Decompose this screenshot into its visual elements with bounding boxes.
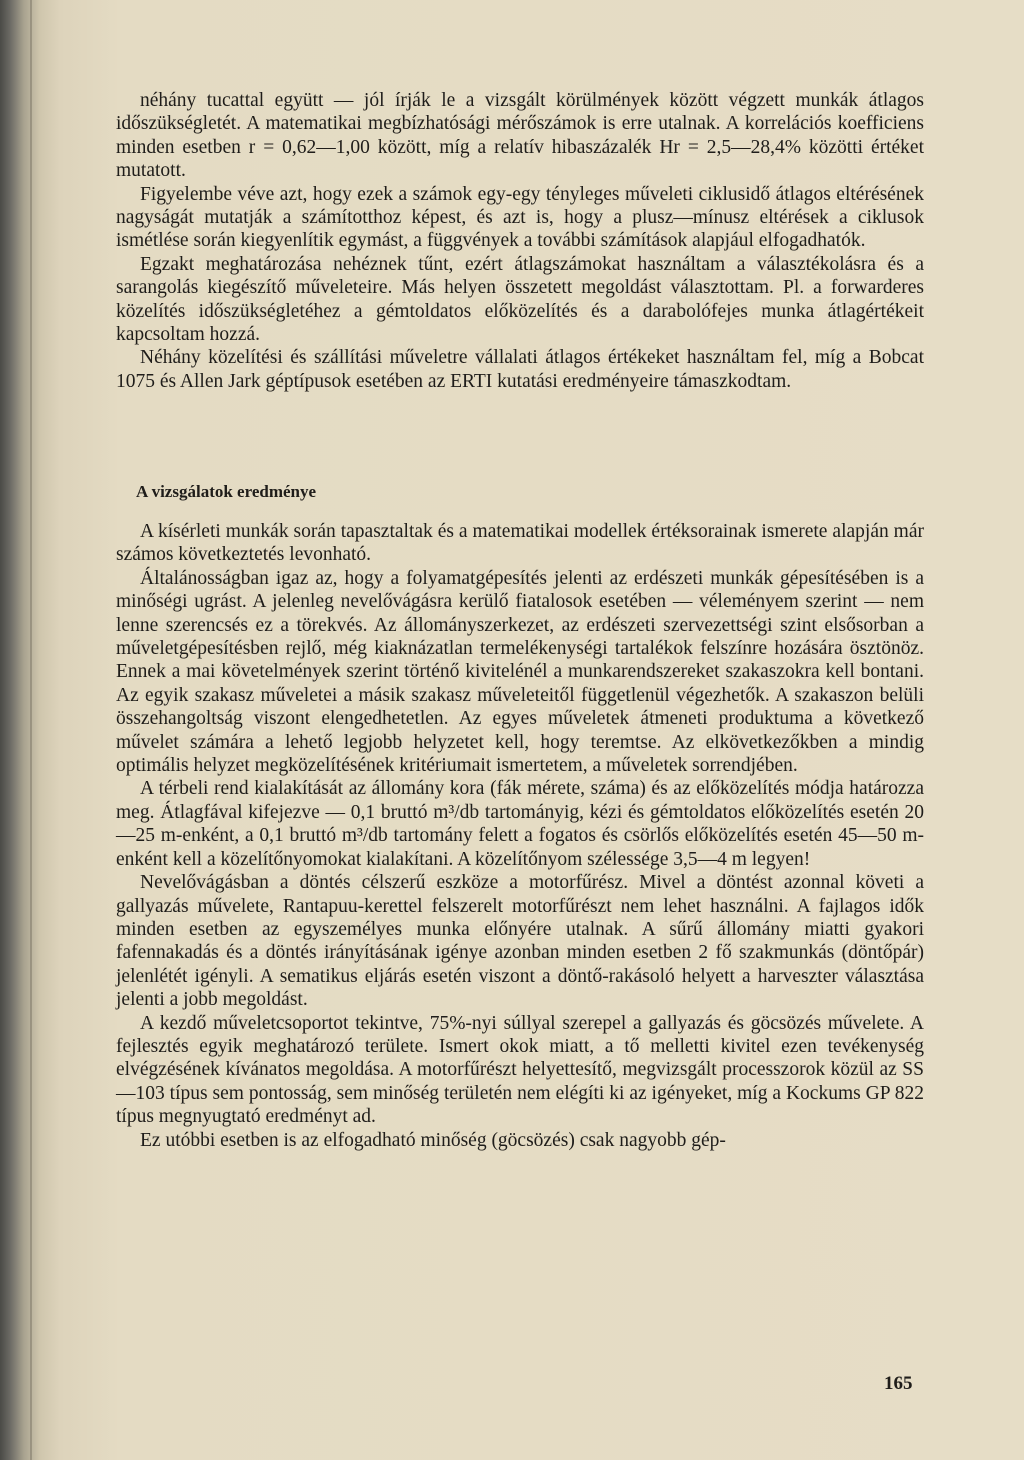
results-text-block [116, 520, 924, 1152]
paragraph: Egzakt meghatározása nehéznek tűnt, ezért átlagszámokat használtam a választékolásra és a sarangolás kiegészítő műveleteire. Más helyen összetett megoldást választottam. Pl. a forwarderes közelítés időszükségletéhez a gémtoldatos előközelítés és a darabolófejes munka átlagértékeit kapcsoltam hozzá. [116, 253, 924, 346]
intro-text-block [116, 89, 924, 393]
paragraph: Nevelővágásban a döntés célszerű eszköze a motorfűrész. Mivel a döntést azonnal követi a gallyazás művelete, Rantapuu-kerettel felszerelt motorfűrészt nem lehet használni. A fajlagos idők minden esetben az egyszemélyes munka előnyére utalnak. A sűrű állomány miatti gyakori fafennakadás és a döntés irányításának igénye azonban minden esetben 2 fő szakmunkás (döntőpár) jelenlétét igényli. A sematikus eljárás esetén viszont a döntő-rakásoló helyett a harveszter választása jelenti a jobb megoldást. [116, 872, 924, 1011]
paragraph: A kezdő műveletcsoportot tekintve, 75%-nyi súllyal szerepel a gallyazás és göcsözés művelete. A fejlesztés egyik meghatározó területe. Ismert okok miatt, a tő melletti kivitel ezen tevékenység elvégzésének kívánatos megoldása. A motorfűrészt helyettesítő, megvizsgált processzorok közül az SS—103 típus sem pontosság, sem minőség területén nem elégíti ki az igényeket, míg a Kockums GP 822 típus megnyugtató eredményt ad. [116, 1012, 924, 1128]
paragraph: néhány tucattal együtt — jól írják le a vizsgált körülmények között végzett munkák átlagos időszükségletét. A matematikai megbízhatósági mérőszámok is erre utalnak. A korrelációs koefficiens minden esetben r = 0,62—1,00 között, míg a relatív hibaszázalék Hr = 2,5—28,4% közötti értéket mutatott. [116, 90, 924, 182]
page-number: 165 [884, 1373, 913, 1394]
binding-shadow [30, 0, 32, 1460]
paragraph: Általánosságban igaz az, hogy a folyamatgépesítés jelenti az erdészeti munkák gépesítésében is a minőségi ugrást. A jelenleg nevelővágásra kerülő fiatalosok esetében — véleményem szerint — nem lenne szerencsés ez a törekvés. Az állományszerkezet, az erdészeti szervezettségi szint elsősorban a műveletgépesítésben rejlő, még kiaknázatlan termelékenységi tartalékok felszínre hozására ösztönöz. Ennek a mai követelmények szerint történő kivitelénél a munkarendszereket szakaszokra kell bontani. Az egyik szakasz műveletei a másik szakasz műveleteitől függetlenül végezhetők. A szakaszon belüli összehangoltság viszont elengedhetetlen. Az egyes műveletek átmeneti produktuma a következő művelet számára a lehető legjobb helyzetet kell, hogy teremtse. Az elkövetkezőkben a mindig optimális helyzet megközelítésének kritériumait ismertetem, a műveletek sorrendjében. [116, 567, 924, 777]
paragraph: Ez utóbbi esetben is az elfogadható minőség (göcsözés) csak nagyobb gép- [140, 1129, 726, 1151]
section-heading: A vizsgálatok eredménye [136, 482, 317, 501]
paragraph: A kísérleti munkák során tapasztaltak és a matematikai modellek értéksorainak ismerete alapján már számos következtetés levonható. [116, 521, 924, 566]
paragraph: Néhány közelítési és szállítási műveletre vállalati átlagos értékeket használtam fel, míg a Bobcat 1075 és Allen Jark géptípusok esetében az ERTI kutatási eredményeire támaszkodtam. [116, 347, 924, 392]
paragraph: A térbeli rend kialakítását az állomány kora (fák mérete, száma) és az előközelítés módja határozza meg. Átlagfával kifejezve — 0,1 bruttó m³/db tartományig, kézi és gémtoldatos előközelítés esetén 20—25 m-enként, a 0,1 bruttó m³/db tartomány felett a fogatos és csörlős előközelítés esetén 45—50 m-enként kell a közelítőnyomokat kialakítani. A közelítőnyom szélessége 3,5—4 m legyen! [116, 778, 924, 870]
paragraph: Figyelembe véve azt, hogy ezek a számok egy-egy tényleges műveleti ciklusidő átlagos eltérésének nagyságát mutatják a számítotthoz képest, és azt is, hogy a plusz—mínusz eltérések a ciklusok ismétlése során kiegyenlítik egymást, a függvények a további számítások alapjául elfogadhatók. [116, 183, 924, 252]
